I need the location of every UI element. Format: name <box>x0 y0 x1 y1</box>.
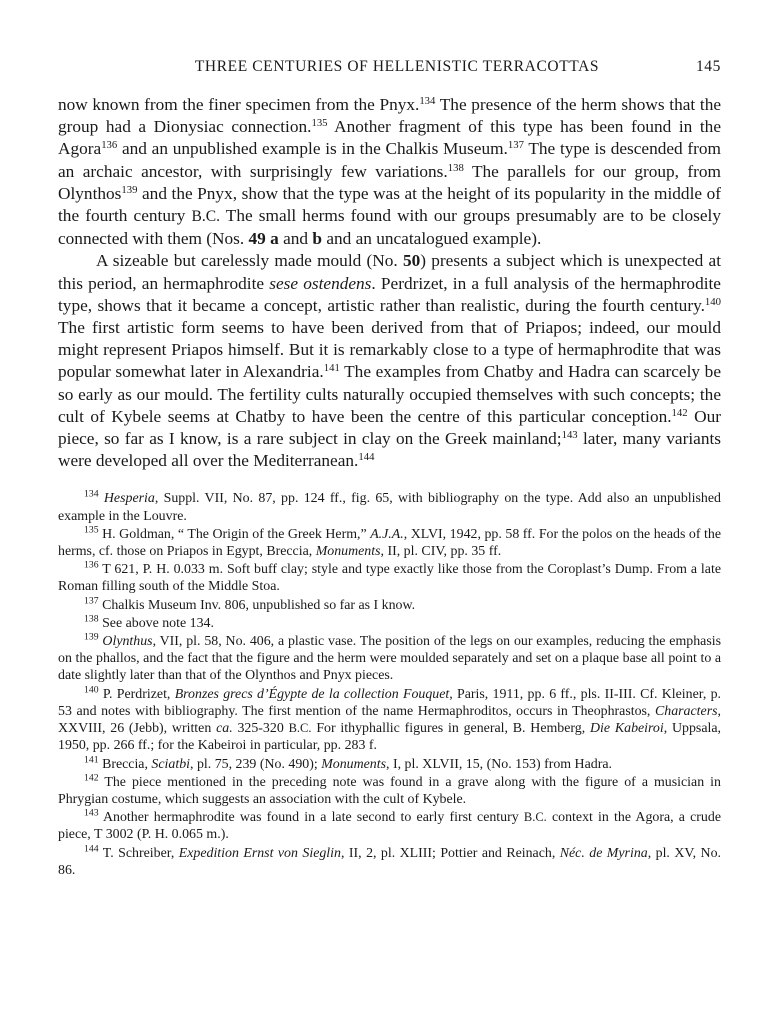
text: The presence of the herm shows that the group had a Dionysiac connection. <box>58 95 721 137</box>
text: and an unpublished example is in the Chalkis Museum. <box>117 139 508 159</box>
text: and the Pnyx, show that the type was at the height of its popularity in the middle of the fourth century <box>58 183 721 226</box>
text: , Paris, 1911, pp. 6 ff., pls. II-III. Cf. Kleiner, p. 53 and notes with bibliography. The first mention of the name Hermaphroditos, occurs in Theophrastos, <box>58 686 721 719</box>
footnote-144 <box>58 845 721 879</box>
footnote-number: 135 <box>84 524 99 536</box>
text: T. Schreiber, <box>102 845 179 861</box>
citation-title: A.J.A. <box>370 526 404 542</box>
footnote-136 <box>58 561 721 595</box>
citation-title: Hesperia <box>103 491 155 507</box>
footnote-ref-140[interactable]: 140 <box>704 295 721 308</box>
footnote-number: 140 <box>84 684 99 696</box>
text: , XLVI, 1942, pp. 58 ff. For the polos on the heads of the herms, cf. those on Priapos in Egypt, Breccia, <box>58 526 721 560</box>
text: , pl. XV, No. 86. <box>58 845 721 878</box>
text: and an uncatalogued example). <box>322 229 542 249</box>
footnote-number: 142 <box>84 772 99 784</box>
text: , pl. 75, 239 (No. 490); <box>190 756 322 772</box>
text: , XXVIII, 26 (Jebb), written <box>58 703 721 737</box>
citation-title: Die Kabeiroi <box>590 721 664 737</box>
catalogue-number: 49 a <box>248 229 279 249</box>
footnote-ref-144[interactable]: 144 <box>358 451 375 464</box>
text: The first artistic form seems to have been derived from that of Priapos; indeed, our mould might represent Priapos himself. But it is remarkably close to a type of hermaphrodite that was popular somewhat later in Alexandria. <box>58 318 721 382</box>
citation-title: Sciatbi <box>151 756 191 772</box>
text: The piece mentioned in the preceding note was found in a grave along with the figure of a musician in Phrygian costume, which suggests an association with the cult of Kybele. <box>58 774 721 807</box>
abbreviation: ca. <box>216 721 233 737</box>
page-number: 145 <box>695 58 721 75</box>
latin-phrase: sese ostendens <box>269 273 372 293</box>
text: The parallels for our group, from Olynthos <box>58 161 721 203</box>
footnote-134 <box>58 490 721 524</box>
text: See above note 134. <box>102 615 214 631</box>
footnote-138 <box>58 615 721 632</box>
paragraph-1 <box>58 94 721 250</box>
text: now known from the finer specimen from the Pnyx. <box>58 95 420 114</box>
footnote-140 <box>58 686 721 755</box>
text: Breccia, <box>102 756 152 772</box>
era-abbrev: B.C. <box>288 721 312 736</box>
citation-title: Monuments <box>321 756 387 772</box>
text: A sizeable but carelessly made mould (No. <box>96 251 403 271</box>
footnote-137 <box>58 597 721 614</box>
text: 325-320 <box>232 721 289 737</box>
footnote-number: 138 <box>84 613 99 625</box>
text: . Perdrizet, in a full analysis of the hermaphrodite type, shows that it became a concept, artistic rather than realistic, during the fourth century. <box>58 273 721 315</box>
footnote-143 <box>58 809 721 843</box>
footnote-ref-134[interactable]: 134 <box>419 95 436 108</box>
footnote-number: 139 <box>84 631 99 643</box>
running-header <box>58 58 721 86</box>
footnote-number: 143 <box>84 807 99 819</box>
footnote-ref-135[interactable]: 135 <box>311 117 328 130</box>
text: and <box>278 229 313 249</box>
text: The small herms found with our groups presumably are to be closely connected with them (Nos. <box>58 206 721 249</box>
footnote-number: 141 <box>84 754 99 766</box>
footnote-ref-142[interactable]: 142 <box>671 406 688 419</box>
footnote-139 <box>58 633 721 685</box>
citation-title: Characters <box>655 703 718 719</box>
text: Our piece, so far as I know, is a rare subject in clay on the Greek mainland; <box>58 406 722 449</box>
footnote-141 <box>58 756 721 773</box>
text: P. Perdrizet, <box>102 686 175 702</box>
text: The examples from Chatby and Hadra can scarcely be so early as our mould. The fertility cults naturally occupied themselves with such concepts; the cult of Kybele seems at Chatby to have been the centre of this particular conception. <box>58 362 721 426</box>
footnote-142 <box>58 774 721 808</box>
text: H. Goldman, “ The Origin of the Greek Herm,” <box>102 526 371 542</box>
text: , Uppsala, 1950, pp. 266 ff.; for the Kabeiroi in particular, pp. 283 f. <box>58 721 721 754</box>
footnote-ref-137[interactable]: 137 <box>507 139 524 152</box>
footnote-ref-143[interactable]: 143 <box>561 429 578 442</box>
catalogue-number: b <box>312 229 322 249</box>
text: , II, pl. CIV, pp. 35 ff. <box>380 544 502 560</box>
footnote-number: 136 <box>84 559 99 571</box>
page <box>58 58 721 880</box>
text: Another fragment of this type has been found in the Agora <box>58 117 721 159</box>
footnotes <box>58 490 721 878</box>
footnote-135 <box>58 526 721 560</box>
footnote-ref-138[interactable]: 138 <box>447 161 464 174</box>
text: , Suppl. VII, No. 87, pp. 124 ff., fig. 65, with bibliography on the type. Add also an unpublished example in the Louvre. <box>58 491 721 524</box>
text: later, many variants were developed all over the Mediterranean. <box>58 429 721 471</box>
footnote-ref-141[interactable]: 141 <box>323 362 340 375</box>
footnote-ref-136[interactable]: 136 <box>101 139 118 152</box>
text: , I, pl. XLVII, 15, (No. 153) from Hadra. <box>386 756 612 772</box>
citation-title: Expedition Ernst von Sieglin <box>178 845 341 861</box>
paragraph-2 <box>58 250 721 472</box>
main-text <box>58 94 721 472</box>
footnote-number: 144 <box>84 843 99 855</box>
text: T 621, P. H. 0.033 m. Soft buff clay; style and type exactly like those from the Coroplast’s Dump. From a late Roman filling south of the Middle Stoa. <box>58 562 721 595</box>
text: , II, 2, pl. XLIII; Pottier and Reinach, <box>340 845 560 861</box>
footnote-number: 134 <box>84 489 99 501</box>
running-title: THREE CENTURIES OF HELLENISTIC TERRACOTTAS <box>194 58 600 75</box>
text: context in the Agora, a crude piece, T 3002 (P. H. 0.065 m.). <box>58 810 721 843</box>
text: For ithyphallic figures in general, B. Hemberg, <box>311 721 590 737</box>
citation-title: Monuments <box>315 544 381 560</box>
footnote-number: 137 <box>84 595 99 607</box>
text: ) presents a subject which is unexpected at this period, an hermaphrodite <box>58 251 721 293</box>
text: Chalkis Museum Inv. 806, unpublished so far as I know. <box>102 597 416 613</box>
era-abbrev: B.C. <box>523 810 547 825</box>
citation-title: Olynthus <box>102 634 153 650</box>
citation-title: Bronzes grecs d’Égypte de la collection Fouquet <box>174 686 450 702</box>
text: The type is descended from an archaic ancestor, with surprisingly few variations. <box>58 139 722 181</box>
text: , VII, pl. 58, No. 406, a plastic vase. The position of the legs on our examples, reducing the emphasis on the phallos, and the fact that the figure and the herm were moulded separately and set on a plaque base all point to a date slightly later than that of the Olynthos and Pnyx pieces. <box>58 634 721 684</box>
citation-title: Néc. de Myrina <box>559 845 648 861</box>
era-abbrev: B.C. <box>191 208 221 226</box>
footnote-ref-139[interactable]: 139 <box>121 183 138 196</box>
text: Another hermaphrodite was found in a late second to early first century <box>103 810 524 826</box>
catalogue-number: 50 <box>402 251 421 271</box>
